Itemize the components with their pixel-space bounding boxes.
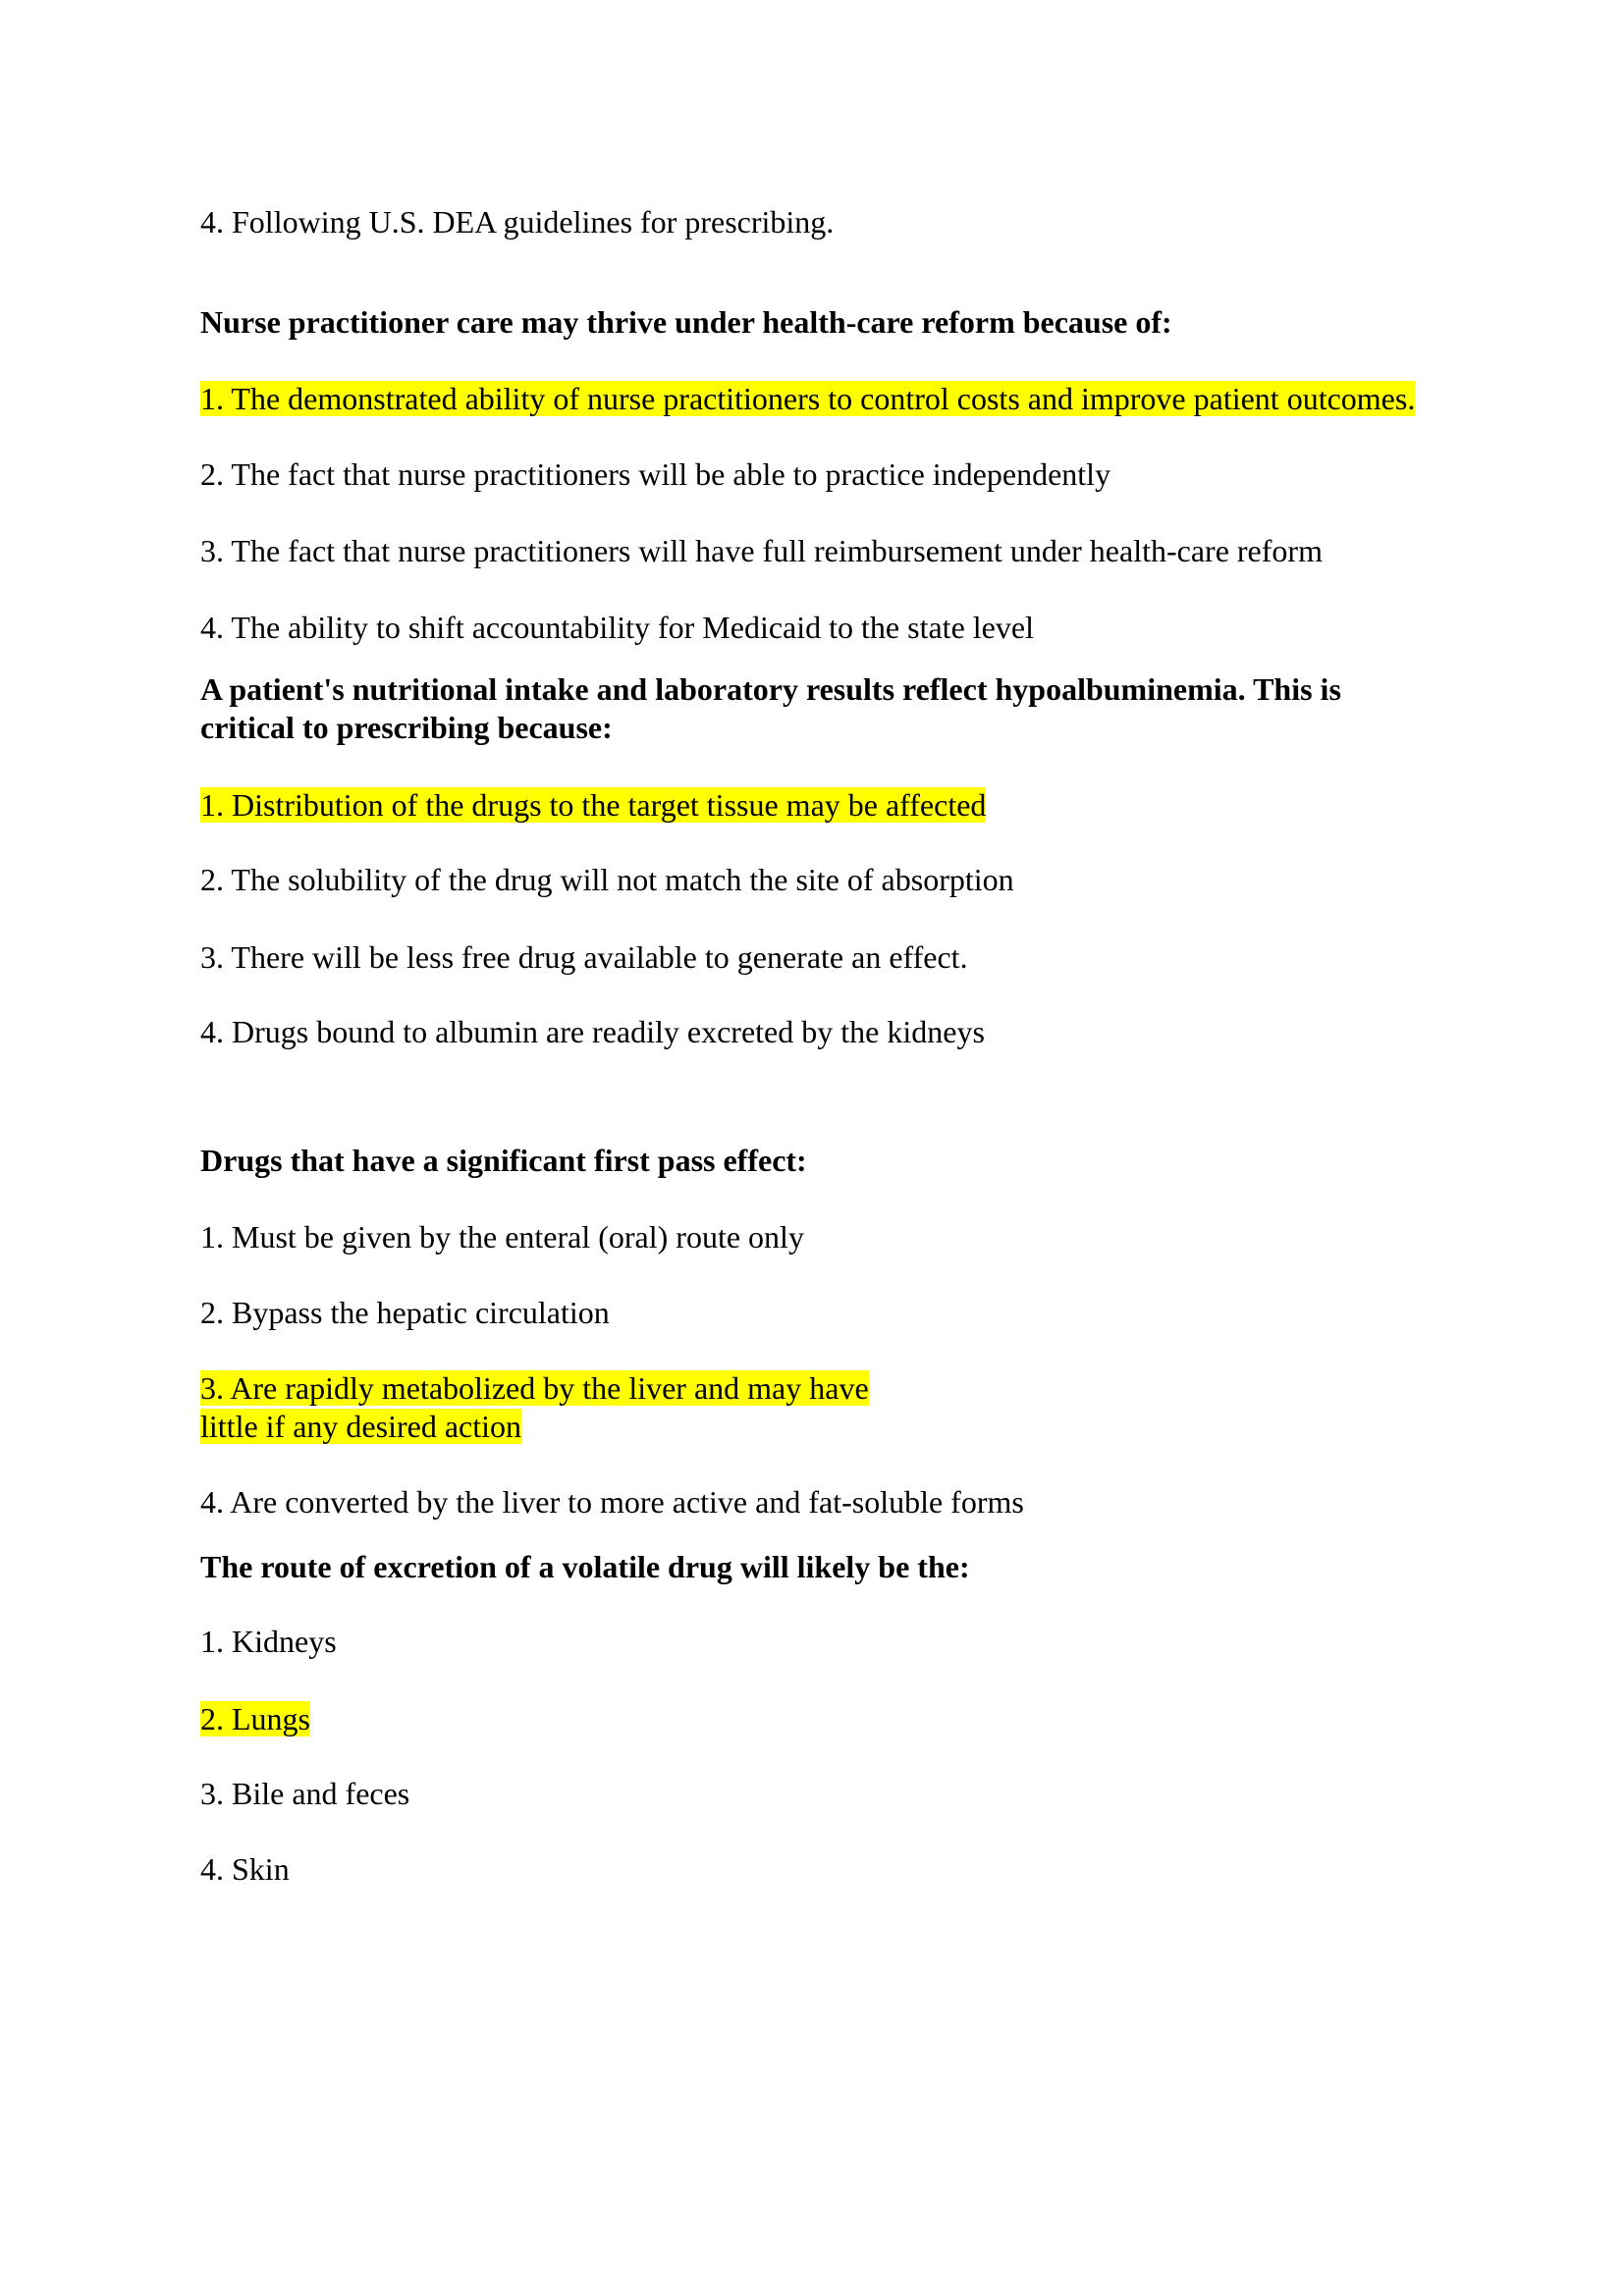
question-heading [200,670,1341,708]
answer-option-highlighted [200,1700,310,1737]
line-text: 2. The fact that nurse practitioners will be able to practice independently [200,456,1111,492]
question-heading [200,709,613,746]
line-text: 4. Are converted by the liver to more active and fat-soluble forms [200,1484,1024,1520]
line-text: little if any desired action [200,1409,521,1444]
line-text: 1. Kidneys [200,1624,337,1659]
answer-option [200,1218,804,1255]
answer-option-highlighted [200,786,986,824]
line-text: 3. Are rapidly metabolized by the liver and may have [200,1370,869,1406]
line-text: 2. The solubility of the drug will not match the site of absorption [200,862,1014,897]
answer-option [200,609,1034,646]
line-text: 4. The ability to shift accountability for Medicaid to the state level [200,610,1034,645]
question-heading [200,1142,807,1179]
line-text: 3. Bile and feces [200,1776,410,1811]
answer-option [200,1483,1024,1521]
line-text: 1. The demonstrated ability of nurse practitioners to control costs and improve patient outcomes. [200,381,1416,416]
line-text: 4. Skin [200,1851,290,1887]
answer-option [200,1013,985,1050]
answer-option [200,532,1323,569]
line-text: 4. Drugs bound to albumin are readily excreted by the kidneys [200,1014,985,1049]
answer-option [200,1623,337,1660]
answer-option [200,203,834,240]
answer-option [200,1850,290,1888]
line-text: A patient's nutritional intake and laboratory results reflect hypoalbuminemia. This is [200,671,1341,707]
line-text: 3. The fact that nurse practitioners will have full reimbursement under health-care reform [200,533,1323,568]
line-text: Drugs that have a significant first pass effect: [200,1143,807,1178]
answer-option [200,455,1110,493]
answer-option-highlighted [200,1408,521,1445]
answer-option-highlighted [200,380,1415,417]
question-heading [200,1548,970,1585]
line-text: 1. Must be given by the enteral (oral) route only [200,1219,804,1255]
answer-option [200,861,1014,898]
question-heading [200,303,1172,341]
line-text: critical to prescribing because: [200,710,613,745]
answer-option [200,938,968,976]
answer-option [200,1294,610,1331]
line-text: 3. There will be less free drug available to generate an effect. [200,939,968,975]
answer-option-highlighted [200,1369,869,1407]
line-text: 2. Bypass the hepatic circulation [200,1295,610,1330]
line-text: The route of excretion of a volatile drug will likely be the: [200,1549,970,1584]
line-text: Nurse practitioner care may thrive under health-care reform because of: [200,304,1172,340]
line-text: 4. Following U.S. DEA guidelines for prescribing. [200,204,835,240]
answer-option [200,1775,409,1812]
line-text: 1. Distribution of the drugs to the target tissue may be affected [200,787,987,823]
line-text: 2. Lungs [200,1701,310,1736]
